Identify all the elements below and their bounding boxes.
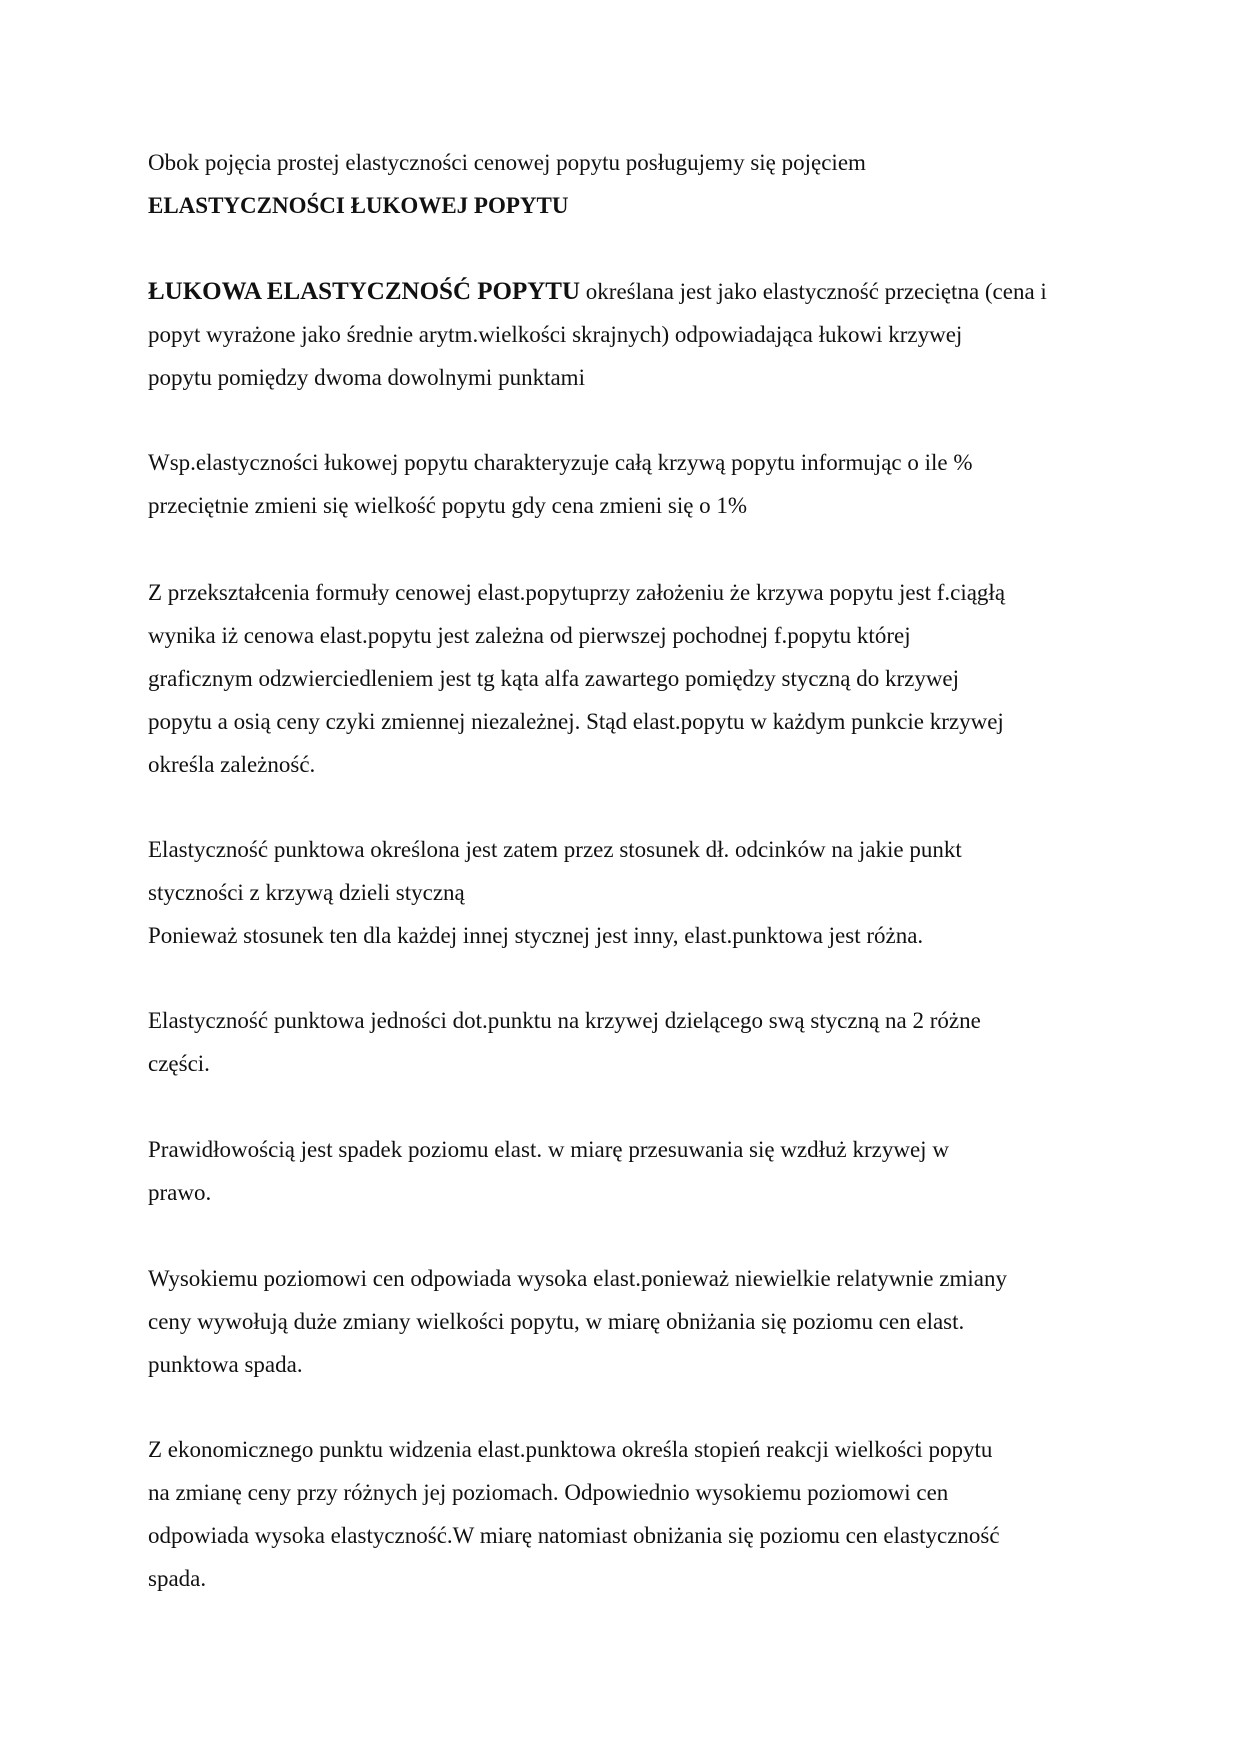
coefficient-paragraph: [148, 441, 1098, 527]
high-line-2: ceny wywołują duże zmiany wielkości popytu, w miarę obniżania się poziomu cen elast.: [148, 1309, 965, 1334]
point-line-2: styczności z krzywą dzieli styczną: [148, 880, 465, 905]
point-line-1: Elastyczność punktowa określona jest zatem przez stosunek dł. odcinków na jakie punkt: [148, 837, 962, 862]
arc-line-1: [148, 270, 1098, 313]
transform-line-3: graficznym odzwierciedleniem jest tg kąta alfa zawartego pomiędzy styczną do krzywej: [148, 666, 960, 691]
point-elasticity-paragraph: [148, 828, 1098, 957]
unit-elasticity-paragraph: [148, 999, 1098, 1085]
intro-heading: ELASTYCZNOŚCI ŁUKOWEJ POPYTU: [148, 193, 569, 218]
coef-line-1: Wsp.elastyczności łukowej popytu charakteryzuje całą krzywą popytu informując o ile %: [148, 450, 973, 475]
transform-line-5: określa zależność.: [148, 752, 316, 777]
transformation-paragraph: [148, 571, 1098, 786]
arc-line-3: popytu pomiędzy dwoma dowolnymi punktami: [148, 365, 585, 390]
coef-line-2: przeciętnie zmieni się wielkość popytu gdy cena zmieni się o 1%: [148, 493, 748, 518]
econ-line-4: spada.: [148, 1566, 207, 1591]
intro-line: Obok pojęcia prostej elastyczności cenowej popytu posługujemy się pojęciem: [148, 150, 866, 175]
arc-line-1-rest: określana jest jako elastyczność przeciętna (cena i: [580, 279, 1047, 304]
rule-line-1: Prawidłowością jest spadek poziomu elast. w miarę przesuwania się wzdłuż krzywej w: [148, 1137, 949, 1162]
transform-line-4: popytu a osią ceny czyki zmiennej niezależnej. Stąd elast.popytu w każdym punkcie krzywej: [148, 709, 1004, 734]
unit-line-2: części.: [148, 1051, 210, 1076]
high-price-paragraph: [148, 1257, 1098, 1386]
unit-line-1: Elastyczność punktowa jedności dot.punktu na krzywej dzielącego swą styczną na 2 różne: [148, 1008, 981, 1033]
high-line-3: punktowa spada.: [148, 1352, 303, 1377]
rule-paragraph: [148, 1128, 1098, 1214]
point-line-3: Ponieważ stosunek ten dla każdej innej stycznej jest inny, elast.punktowa jest różna.: [148, 923, 924, 948]
rule-line-2: prawo.: [148, 1180, 212, 1205]
high-line-1: Wysokiemu poziomowi cen odpowiada wysoka elast.ponieważ niewielkie relatywnie zmiany: [148, 1266, 1007, 1291]
economic-paragraph: [148, 1428, 1098, 1600]
arc-line-2: popyt wyrażone jako średnie arytm.wielkości skrajnych) odpowiadająca łukowi krzywej: [148, 322, 963, 347]
econ-line-1: Z ekonomicznego punktu widzenia elast.punktowa określa stopień reakcji wielkości popytu: [148, 1437, 993, 1462]
econ-line-3: odpowiada wysoka elastyczność.W miarę natomiast obniżania się poziomu cen elastyczność: [148, 1523, 1000, 1548]
transform-line-1: Z przekształcenia formuły cenowej elast.popytuprzy założeniu że krzywa popytu jest f.ciągłą: [148, 580, 1006, 605]
intro-paragraph: [148, 141, 1098, 227]
arc-elasticity-paragraph: [148, 270, 1098, 399]
econ-line-2: na zmianę ceny przy różnych jej poziomach. Odpowiednio wysokiemu poziomowi cen: [148, 1480, 949, 1505]
transform-line-2: wynika iż cenowa elast.popytu jest zależna od pierwszej pochodnej f.popytu której: [148, 623, 911, 648]
arc-term: ŁUKOWA ELASTYCZNOŚĆ POPYTU: [148, 278, 581, 305]
